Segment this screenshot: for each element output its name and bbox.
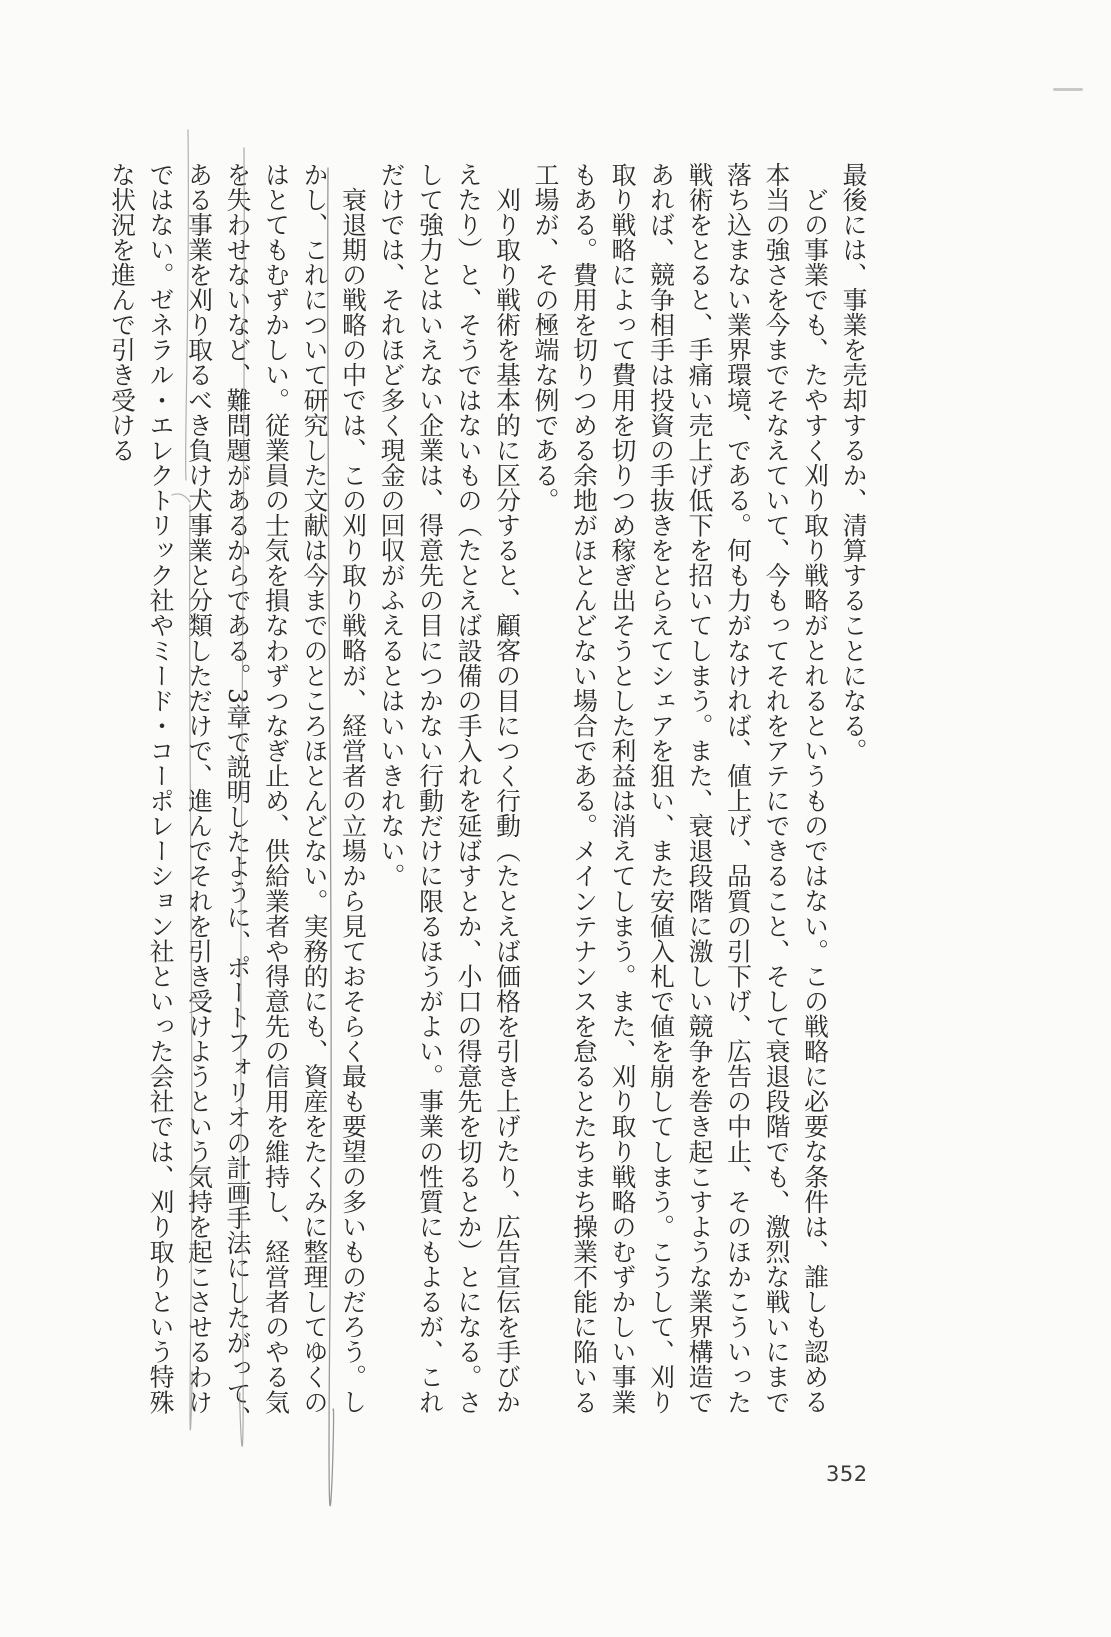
page-number: 352: [826, 1462, 868, 1486]
vertical-body-text: [54, 162, 872, 1432]
paragraph-4: 衰退期の戦略の中では、この刈り取り戦略が、経営者の立場から見ておそらく最も要望の多いものだろう。しかし、これについて研究した文献は今までのところほとんどない。実務的にも、資産をたくみに整理してゆくのはとてもむずかしい。従業員の士気を損なわずつなぎ止め、供給業者や得意先の信用を維持し、経営者のやる気を失わせないなど、難問題があるからである。3章で説明したように、ポートフォリオの計画手法にしたがって、ある事業を刈り取るべき負け犬事業と分類しただけで、進んでそれを引き受けようという気持を起こさせるわけではない。ゼネラル・エレクトリック社やミード・コーポレーション社といった会社では、刈り取りという特殊な状況を進んで引き受ける: [107, 162, 368, 1431]
page-smudge: [1053, 88, 1083, 91]
paragraph-2: どの事業でも、たやすく刈り取り戦略がとれるというものではない。この戦略に必要な条件は、誰しも認める本当の強さを今までそなえていて、今もってそれをアテにできること、そして衰退段階でも、激烈な戦いにまで落ち込まない業界環境、である。何も力がなければ、値上げ、品質の引下げ、広告の中止、そのほかこういった戦術をとると、手痛い売上げ低下を招いてしまう。また、衰退段階に激しい競争を巻き起こすような業界構造であれば、競争相手は投資の手抜きをとらえてシェアを狙い、また安値入札で値を崩してしまう。こうして、刈り取り戦略によって費用を切りつめ稼ぎ出そうとした利益は消えてしまう。また、刈り取り戦略のむずかしい事業もある。費用を切りつめる余地がほとんどない場合である。メインテナンスを怠るとたちまち操業不能に陥いる工場が、その極端な例である。: [531, 162, 830, 1415]
paragraph-3: 刈り取り戦術を基本的に区分すると、顧客の目につく行動（たとえば価格を引き上げたり、広告宣伝を手びかえたり）と、そうではないもの（たとえば設備の手入れを延ばすとか、小口の得意先を切るとか）とになる。さして強力とはいえない企業は、得意先の目につかない行動だけに限るほうがよい。事業の性質にもよるが、これだけでは、それほど多く現金の回収がふえるとはいいきれない。: [377, 162, 522, 1415]
paragraph-1: 最後には、事業を売却するか、清算することになる。: [839, 162, 868, 764]
